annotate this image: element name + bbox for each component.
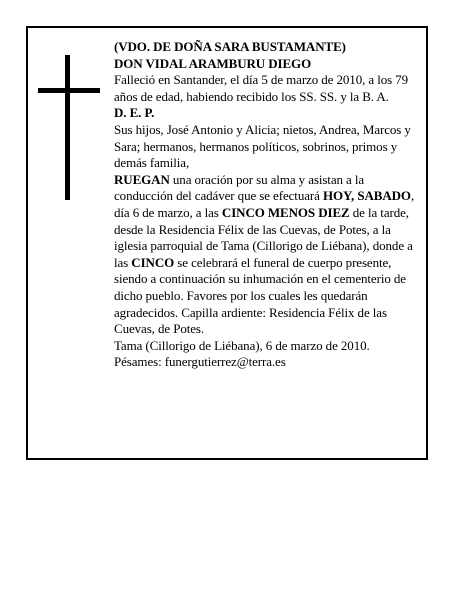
cross-horizontal-bar (38, 88, 100, 93)
obituary-notice (26, 26, 428, 460)
death-info: Falleció en Santander, el día 5 de marzo de 2010, a los 79 años de edad, habiendo recibido los SS. SS. y la B. A. (114, 72, 409, 104)
family-line: Sus hijos, José Antonio y Alicia; nietos, Andrea, Marcos y Sara; hermanos, hermanos políticos, sobrinos, primos y demás familia, (114, 121, 411, 171)
dep-line: D. E. P. (114, 105, 155, 121)
place-date: Tama (Cillorigo de Liébana), 6 de marzo de 2010. (114, 337, 370, 353)
request-text-2: , día 6 de marzo, a las (114, 188, 415, 220)
obituary-text (114, 39, 424, 371)
condolences-line: Pésames: funergutierrez@terra.es (114, 354, 286, 370)
widow-line: (VDO. DE DOÑA SARA BUSTAMANTE) (114, 39, 346, 54)
request-text-4: se celebrará el funeral de cuerpo presente, siendo a continuación su inhumación en el cementerio de dicho pueblo. Favores por los cuales les quedarán agradecidos. Capilla ardiente: Residencia Félix de las Cuevas, de Potes. (114, 254, 406, 337)
cross-vertical-bar (65, 55, 70, 200)
request-text-1: una oración por su alma y asistan a la conducción del cadáver que se efectuará (114, 171, 365, 204)
deceased-name: DON VIDAL ARAMBURU DIEGO (114, 55, 312, 71)
departure-time: CINCO MENOS DIEZ (221, 204, 350, 220)
hoy-sabado: HOY, SABADO (322, 188, 411, 204)
funeral-time: CINCO (131, 254, 175, 270)
ruegan-word: RUEGAN (114, 171, 170, 187)
cross-icon (38, 55, 100, 200)
funeral-request (114, 172, 424, 338)
request-text-3: de la tarde, desde la Residencia Félix de las Cuevas, de Potes, a la iglesia parroquial de Tama (Cillorigo de Liébana), donde a las (114, 204, 413, 270)
